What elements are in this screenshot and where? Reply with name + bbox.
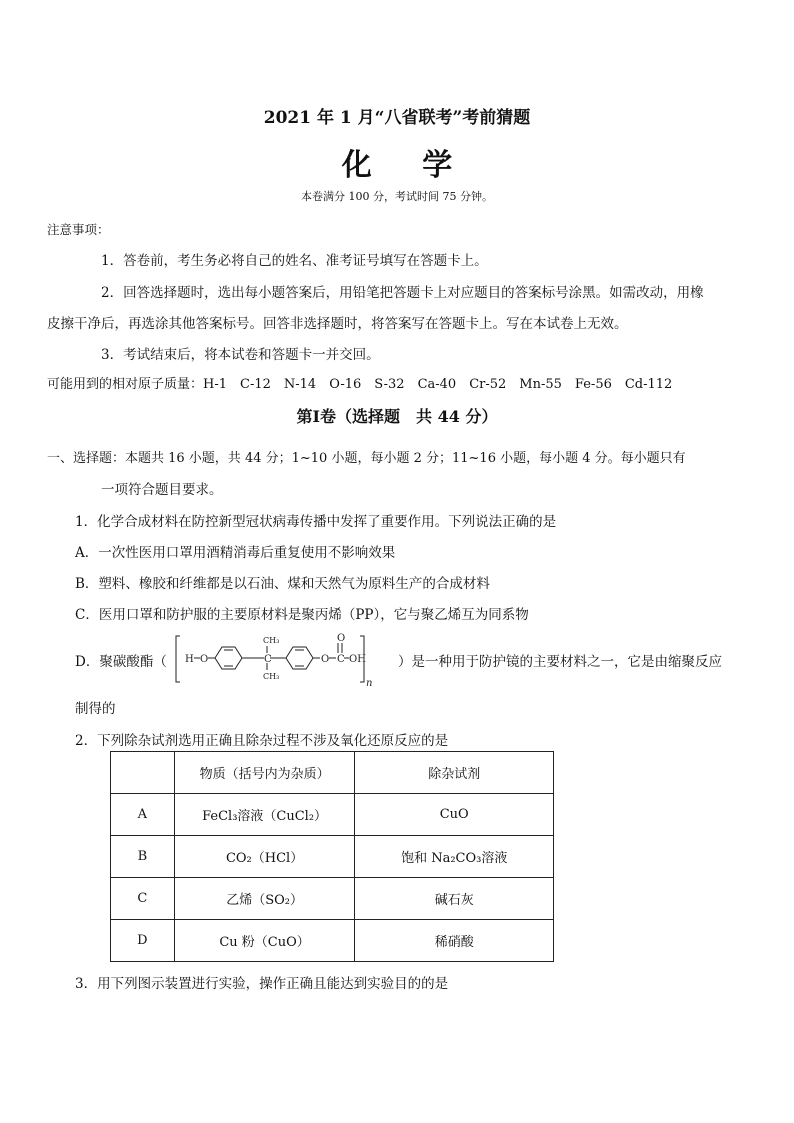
q1-option-d-line2: 制得的 — [75, 701, 116, 717]
q1-option-a: A．一次性医用口罩用酒精消毒后重复使用不影响效果 — [75, 545, 396, 561]
polycarbonate-structure — [160, 630, 400, 688]
q1-option-d-suffix: ）是一种用于防护镜的主要材料之一，它是由缩聚反应 — [398, 654, 722, 670]
table-header-row — [111, 752, 554, 794]
exam-title: 2021 年 1 月“八省联考”考前猜题 — [263, 108, 531, 128]
row-reagent: 饱和 Na₂CO₃溶液 — [355, 836, 554, 878]
q2-stem: 2．下列除杂试剂选用正确且除杂过程不涉及氧化还原反应的是 — [75, 733, 449, 749]
struct-atom-o2: O — [321, 654, 330, 665]
row-substance: CO₂（HCl） — [174, 836, 355, 878]
struct-ch3-top: CH₃ — [263, 636, 280, 645]
subject-title: 化 学 — [341, 148, 473, 183]
row-substance: FeCl₃溶液（CuCl₂） — [174, 794, 355, 836]
notice-item-2-line1: 2．回答选择题时，选出每小题答案后，用铅笔把答题卡上对应题目的答案标号涂黑。如需改动，用橡 — [101, 285, 704, 301]
atomic-masses: 可能用到的相对原子质量：H-1 C-12 N-14 O-16 S-32 Ca-40 Cr-52 Mn-55 Fe-56 Cd-112 — [47, 377, 673, 392]
notice-item-2-line2: 皮擦干净后，再选涂其他答案标号。回答非选择题时，将答案写在答题卡上。写在本试卷上无效。 — [47, 316, 628, 332]
notice-item-1: 1．答卷前，考生务必将自己的姓名、准考证号填写在答题卡上。 — [101, 253, 488, 269]
q1-stem: 1．化学合成材料在防控新型冠状病毒传播中发挥了重要作用。下列说法正确的是 — [75, 514, 557, 530]
section-desc-line2: 一项符合题目要求。 — [101, 482, 223, 498]
q1-option-c: C．医用口罩和防护服的主要原材料是聚丙烯（PP），它与聚乙烯互为同系物 — [75, 607, 529, 623]
row-reagent: 稀硝酸 — [355, 920, 554, 962]
struct-atom-o1: O — [200, 654, 209, 665]
q2-table — [110, 751, 554, 962]
row-label: B — [111, 836, 175, 878]
section-desc-line1: 一、选择题：本题共 16 小题，共 44 分；1~10 小题，每小题 2 分；11~16 小题，每小题 4 分。每小题只有 — [47, 451, 686, 466]
row-label: C — [111, 878, 175, 920]
struct-oh: OH — [349, 654, 366, 665]
notice-item-3: 3．考试结束后，将本试卷和答题卡一并交回。 — [101, 347, 380, 363]
table-header-cell: 除杂试剂 — [355, 752, 554, 794]
q1-option-b: B．塑料、橡胶和纤维都是以石油、煤和天然气为原料生产的合成材料 — [75, 576, 490, 592]
q3-stem: 3．用下列图示装置进行实验，操作正确且能达到实验目的的是 — [75, 976, 449, 992]
row-reagent: CuO — [355, 794, 554, 836]
struct-ch3-bottom: CH₃ — [263, 672, 280, 681]
struct-atom-h: H — [185, 654, 194, 665]
row-reagent: 碱石灰 — [355, 878, 554, 920]
notice-heading: 注意事项： — [47, 222, 110, 237]
row-substance: 乙烯（SO₂） — [174, 878, 355, 920]
table-row — [111, 836, 554, 878]
table-row — [111, 878, 554, 920]
q1-option-d-prefix: D．聚碳酸酯（ — [75, 654, 167, 670]
struct-atom-o3: O — [337, 633, 346, 644]
struct-n: n — [366, 678, 373, 688]
row-substance: Cu 粉（CuO） — [174, 920, 355, 962]
score-note: 本卷满分 100 分，考试时间 75 分钟。 — [301, 190, 493, 203]
row-label: D — [111, 920, 175, 962]
struct-atom-c2: C — [337, 654, 345, 665]
table-header-cell — [111, 752, 175, 794]
table-header-cell: 物质（括号内为杂质） — [174, 752, 355, 794]
struct-atom-c: C — [264, 654, 272, 665]
section-title: 第Ⅰ卷（选择题 共 44 分） — [296, 407, 498, 426]
table-row — [111, 794, 554, 836]
table-row — [111, 920, 554, 962]
row-label: A — [111, 794, 175, 836]
